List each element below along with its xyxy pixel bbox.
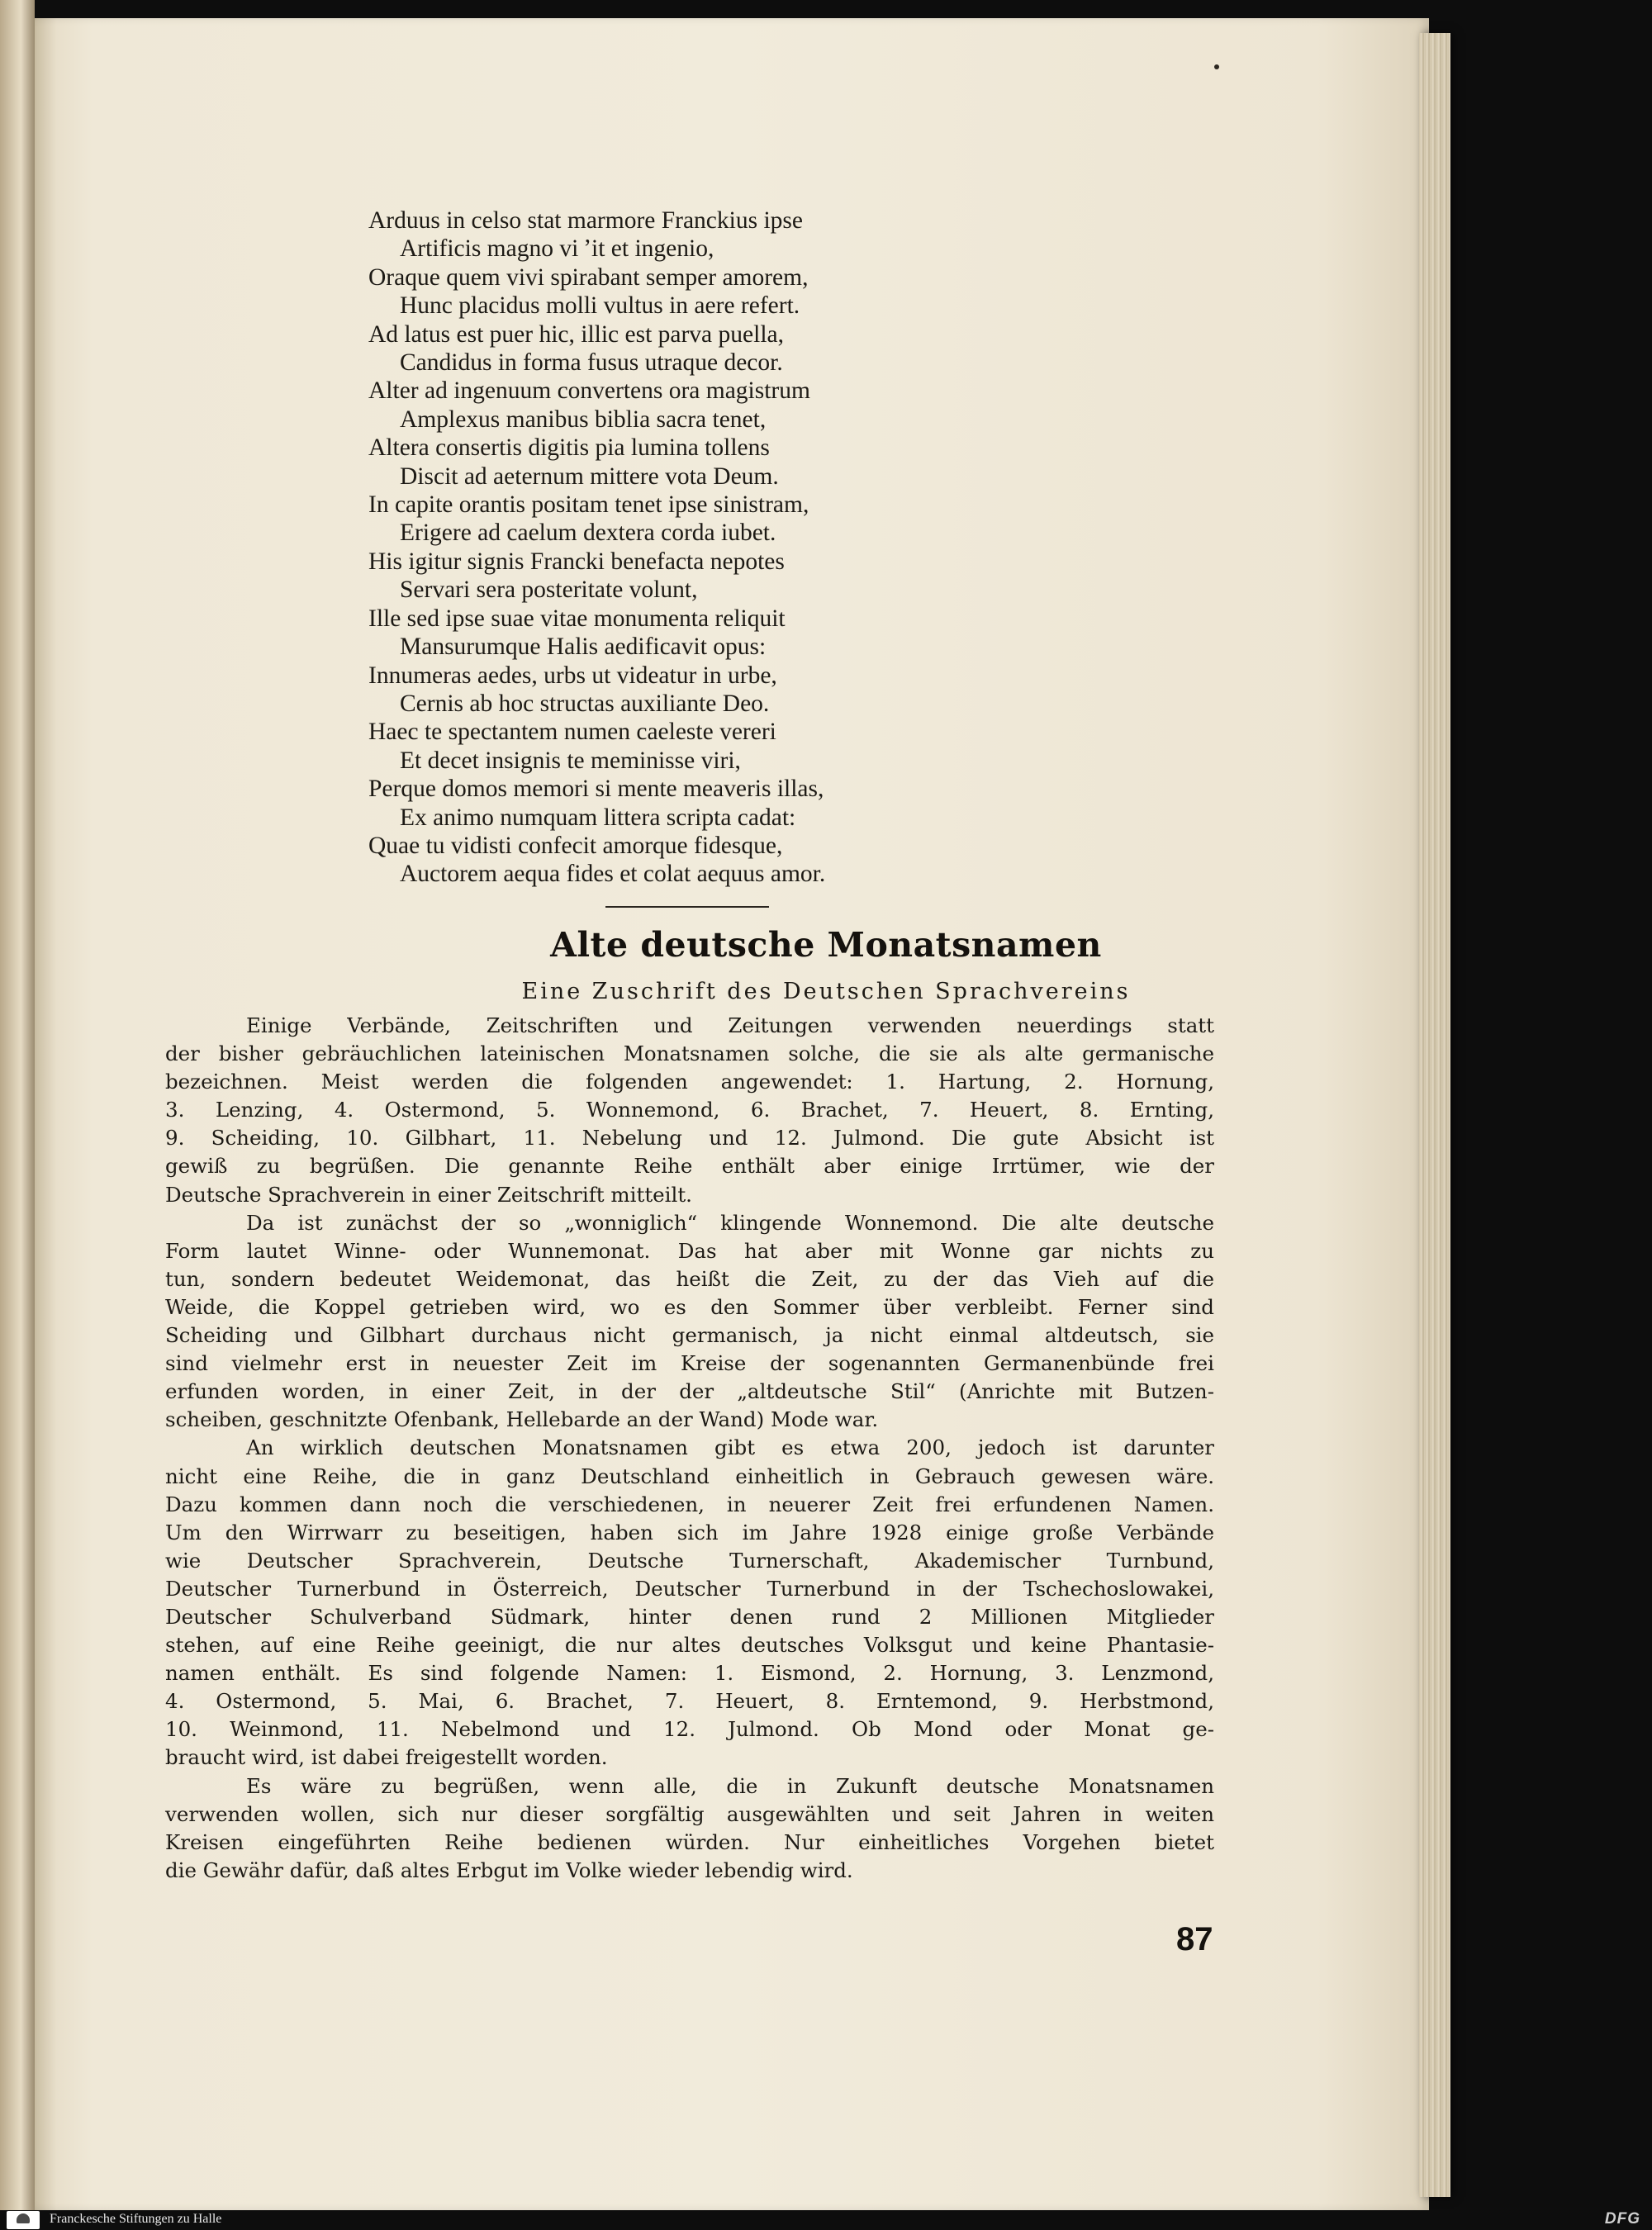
poem-line: Ille sed ipse suae vitae monumenta reliquit <box>368 605 786 632</box>
body-line: An wirklich deutschen Monatsnamen gibt es etwa 200, jedoch ist darunter <box>246 1435 1214 1460</box>
poem-line: Candidus in forma fusus utraque decor. <box>400 349 783 377</box>
body-line: Weide, die Koppel getrieben wird, wo es den Sommer über verbleibt. Ferner sind <box>165 1294 1214 1319</box>
dfg-logo[interactable]: DFG <box>1604 2210 1640 2228</box>
body-line: erfunden worden, in einer Zeit, in der der „altdeutsche Stil“ (Anrichte mit Butzen- <box>165 1379 1214 1404</box>
institution-name[interactable]: Franckesche Stiftungen zu Halle <box>50 2212 222 2226</box>
poem-line: Arduus in celso stat marmore Franckius ipse <box>368 207 803 234</box>
previous-page-edge <box>0 0 35 2210</box>
poem-line: His igitur signis Francki benefacta nepotes <box>368 548 785 575</box>
section-divider <box>605 906 769 908</box>
body-line: tun, sondern bedeutet Weidemonat, das heißt die Zeit, zu der das Vieh auf die <box>165 1266 1214 1291</box>
paper-speck <box>1214 64 1219 69</box>
body-line: der bisher gebräuchlichen lateinischen Monatsnamen solche, die sie als alte germanische <box>165 1041 1214 1066</box>
body-line: gewiß zu begrüßen. Die genannte Reihe enthält aber einige Irrtümer, wie der <box>165 1154 1214 1179</box>
body-line: Scheiding und Gilbhart durchaus nicht germanisch, ja nicht einmal altdeutsch, sie <box>165 1323 1214 1348</box>
body-line: Deutscher Turnerbund in Österreich, Deutscher Turnerbund in der Tschechoslowakei, <box>165 1576 1214 1601</box>
body-line: Es wäre zu begrüßen, wenn alle, die in Zukunft deutsche Monatsnamen <box>246 1773 1214 1798</box>
body-line: wie Deutscher Sprachverein, Deutsche Turnerschaft, Akademischer Turnbund, <box>165 1548 1214 1573</box>
poem-line: Alter ad ingenuum convertens ora magistrum <box>368 377 810 405</box>
poem-line: Discit ad aeternum mittere vota Deum. <box>400 463 779 490</box>
body-line: 4. Ostermond, 5. Mai, 6. Brachet, 7. Heuert, 8. Erntemond, 9. Herbstmond, <box>165 1689 1214 1714</box>
body-line: verwenden wollen, sich nur dieser sorgfältig ausgewählten und seit Jahren in weiten <box>165 1801 1214 1826</box>
poem-line: Quae tu vidisti confecit amorque fidesque, <box>368 832 783 859</box>
latin-poem <box>368 206 1112 889</box>
body-line: stehen, auf eine Reihe geeinigt, die nur altes deutsches Volksgut und keine Phantasie- <box>165 1633 1214 1658</box>
body-line: Dazu kommen dann noch die verschiedenen, in neuerer Zeit frei erfundenen Namen. <box>165 1492 1214 1516</box>
poem-line: Auctorem aequa fides et colat aequus amor. <box>400 861 826 888</box>
viewer-footer-bar <box>0 2210 1652 2230</box>
page-number: 87 <box>1176 1921 1213 1957</box>
body-line: Einige Verbände, Zeitschriften und Zeitungen verwenden neuerdings statt <box>246 1013 1214 1037</box>
article-subtitle: Eine Zuschrift des Deutschen Sprachvereins <box>521 979 1131 1004</box>
body-line: 10. Weinmond, 11. Nebelmond und 12. Julmond. Ob Mond oder Monat ge- <box>165 1717 1214 1742</box>
poem-line: Servari sera posteritate volunt, <box>400 576 698 604</box>
body-line: Da ist zunächst der so „wonniglich“ klingende Wonnemond. Die alte deutsche <box>246 1210 1214 1235</box>
body-line: die Gewähr dafür, daß altes Erbgut im Volke wieder lebendig wird. <box>165 1858 853 1882</box>
institution-logo-icon[interactable] <box>7 2211 40 2229</box>
poem-line: Ex animo numquam littera scripta cadat: <box>400 804 796 831</box>
poem-line: Altera consertis digitis pia lumina tollens <box>368 434 770 462</box>
poem-line: Hunc placidus molli vultus in aere refert. <box>400 292 800 320</box>
poem-line: Haec te spectantem numen caeleste vereri <box>368 719 776 746</box>
poem-line: Ad latus est puer hic, illic est parva puella, <box>368 320 784 348</box>
body-line: Form lautet Winne- oder Wunnemonat. Das hat aber mit Wonne gar nichts zu <box>165 1238 1214 1263</box>
poem-line: Innumeras aedes, urbs ut videatur in urbe, <box>368 662 777 689</box>
poem-line: Oraque quem vivi spirabant semper amorem, <box>368 263 809 291</box>
body-line: bezeichnen. Meist werden die folgenden angewendet: 1. Hartung, 2. Hornung, <box>165 1070 1214 1094</box>
article-title: Alte deutsche Monatsnamen <box>550 925 1102 965</box>
article-body <box>165 1012 1214 1885</box>
body-line: 3. Lenzing, 4. Ostermond, 5. Wonnemond, 6. Brachet, 7. Heuert, 8. Ernting, <box>165 1098 1214 1122</box>
body-line: nicht eine Reihe, die in ganz Deutschland einheitlich in Gebrauch gewesen wäre. <box>165 1464 1214 1488</box>
body-line: scheiben, geschnitzte Ofenbank, Hellebarde an der Wand) Mode war. <box>165 1407 879 1432</box>
poem-line: Artificis magno vi ʼit et ingenio, <box>400 235 714 263</box>
body-line: braucht wird, ist dabei freigestellt worden. <box>165 1745 608 1770</box>
body-line: 9. Scheiding, 10. Gilbhart, 11. Nebelung und 12. Julmond. Die gute Absicht ist <box>165 1126 1214 1151</box>
poem-line: Et decet insignis te meminisse viri, <box>400 747 741 774</box>
poem-line: Mansurumque Halis aedificavit opus: <box>400 633 767 661</box>
poem-line: Cernis ab hoc structas auxiliante Deo. <box>400 690 770 717</box>
body-line: Um den Wirrwarr zu beseitigen, haben sich im Jahre 1928 einige große Verbände <box>165 1520 1214 1544</box>
poem-line: In capite orantis positam tenet ipse sinistram, <box>368 491 809 519</box>
poem-line: Erigere ad caelum dextera corda iubet. <box>400 520 776 547</box>
poem-line: Amplexus manibus biblia sacra tenet, <box>400 406 767 433</box>
poem-line: Perque domos memori si mente meaveris illas, <box>368 776 824 803</box>
body-line: Deutscher Schulverband Südmark, hinter denen rund 2 Millionen Mitglieder <box>165 1604 1214 1629</box>
body-line: sind vielmehr erst in neuester Zeit im Kreise der sogenannten Germanenbünde frei <box>165 1351 1214 1376</box>
body-line: Deutsche Sprachverein in einer Zeitschrift mitteilt. <box>165 1182 692 1207</box>
body-line: namen enthält. Es sind folgende Namen: 1. Eismond, 2. Hornung, 3. Lenzmond, <box>165 1661 1214 1686</box>
page-edges <box>1419 33 1450 2197</box>
body-line: Kreisen eingeführten Reihe bedienen würden. Nur einheitliches Vorgehen bietet <box>165 1829 1214 1854</box>
